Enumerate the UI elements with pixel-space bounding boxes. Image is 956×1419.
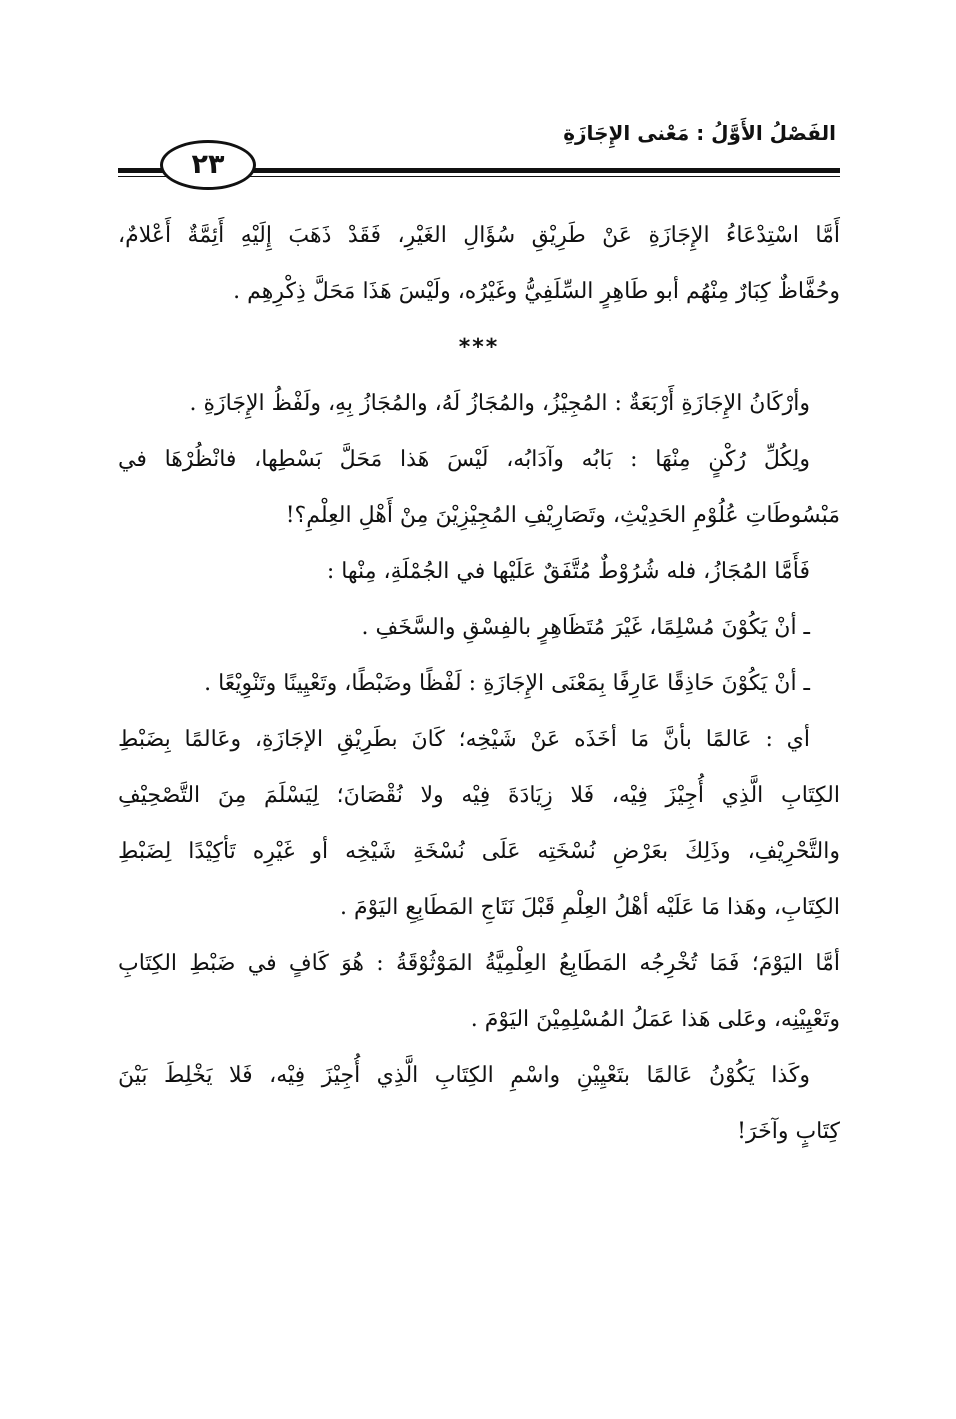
text-line-4: ولِكُلِّ رُكْنٍ مِنْهَا : بَابُه وآدَابُه، لَيْسَ هَذا مَحَلَّ بَسْطِها، فانْظُرْهَا في [118,447,810,472]
text-line-5: مَبْسُوطَاتِ عُلُوْمِ الحَدِيْثِ، وتَصَارِيْفِ المُجِيْزِيْنَ مِنْ أَهْلِ العِلْمِ؟! [285,503,840,528]
text-line-10: الكِتَابِ الَّذِي أُجِيْزَ فِيْه، فَلا زِيَادَةَ فِيْه ولا نُقْصَانَ؛ لِيَسْلَمَ مِنَ التَّصْحِيْفِ [118,783,840,808]
text-line-2: وحُفَّاظٌ كِبَارٌ مِنْهُم أبو طَاهِرٍ السِّلَفِيُّ وغَيْرُه، ولَيْسَ هَذَا مَحَلَّ ذِكْرِهِم . [233,279,840,304]
text-line-1: أَمَّا اسْتِدْعَاءُ الإِجَازَةِ عَنْ طَرِيْقِ سُؤَالِ الغَيْرِ، فَقَدْ ذَهَبَ إِلَيْهِ أَئِمَّةٌ أَعْلامٌ، [118,223,840,248]
text-line-11: والتَّحْرِيْفِ، وذَلِكَ بعَرْضِ نُسْخَتِه عَلَى نُسْخَةِ شَيْخِه أو غَيْرِه تَأكِيْدًا لِضَبْطِ [118,839,840,864]
text-line-8: ـ أنْ يَكُوْنَ حَاذِقًا عَارِفًا بِمَعْنَى الإِجَازَةِ : لَفْظًا وضَبْطًا، وتَعْيِينًا وتَنْوِيْعًا . [204,671,810,696]
running-head-title: الفَصْلُ الأَوَّلُ : مَعْنى الإِجَازَةِ [563,121,836,145]
text-line-13: أمَّا اليَوْمَ؛ فَمَا تُخْرِجُه المَطَابِعُ العِلْمِيَّةُ المَوْثُوْقَةُ : هُوَ كَافٍ في ضَبْطِ الكِتَابِ [118,951,840,976]
body-text [118,208,840,1160]
section-separator: *** [458,335,500,360]
text-line-7: ـ أنْ يَكُوْنَ مُسْلِمًا، غَيْرَ مُتَظَاهِرٍ بالفِسْقِ والسَّخَفِ . [361,615,810,640]
text-line-14: وتَعْيِيْنِه، وعَلى هَذا عَمَلُ المُسْلِمِيْنَ اليَوْمَ . [470,1007,840,1032]
text-line-6: فَأَمَّا المُجَازُ، فله شُرُوْطٌ مُتَّفَقٌ عَلَيْها في الجُمْلَةِ، مِنْها : [326,559,810,584]
page-number: ٢٣ [160,140,256,190]
text-line-16: كِتَابٍ وآخَرَ! [737,1119,840,1144]
text-line-9: أي : عَالمًا بأنَّ مَا أخَذَه عَنْ شَيْخِه؛ كَانَ بطَرِيْقِ الإجَازَةِ، وعَالمًا بِضَبْطِ [118,727,810,752]
text-line-3: وأرْكَانُ الإِجَازَةِ أَرْبَعَةٌ : المُجِيْزُ، والمُجَازُ لَهُ، والمُجَازُ بِهِ، ولَفْظُ الإِجَازَةِ . [189,391,810,416]
text-line-12: الكِتَابِ، وهَذا مَا عَلَيْه أهْلُ العِلْمِ قَبْلَ نَتَاجِ المَطَابِعِ اليَوْمَ . [339,895,840,920]
text-line-15: وكَذا يَكُوْنُ عَالمًا بتَعْيِيْنِ واسْمِ الكِتَابِ الَّذِي أُجِيْزَ فِيْه، فَلا يَخْلِطَ بَيْنَ [118,1063,810,1088]
